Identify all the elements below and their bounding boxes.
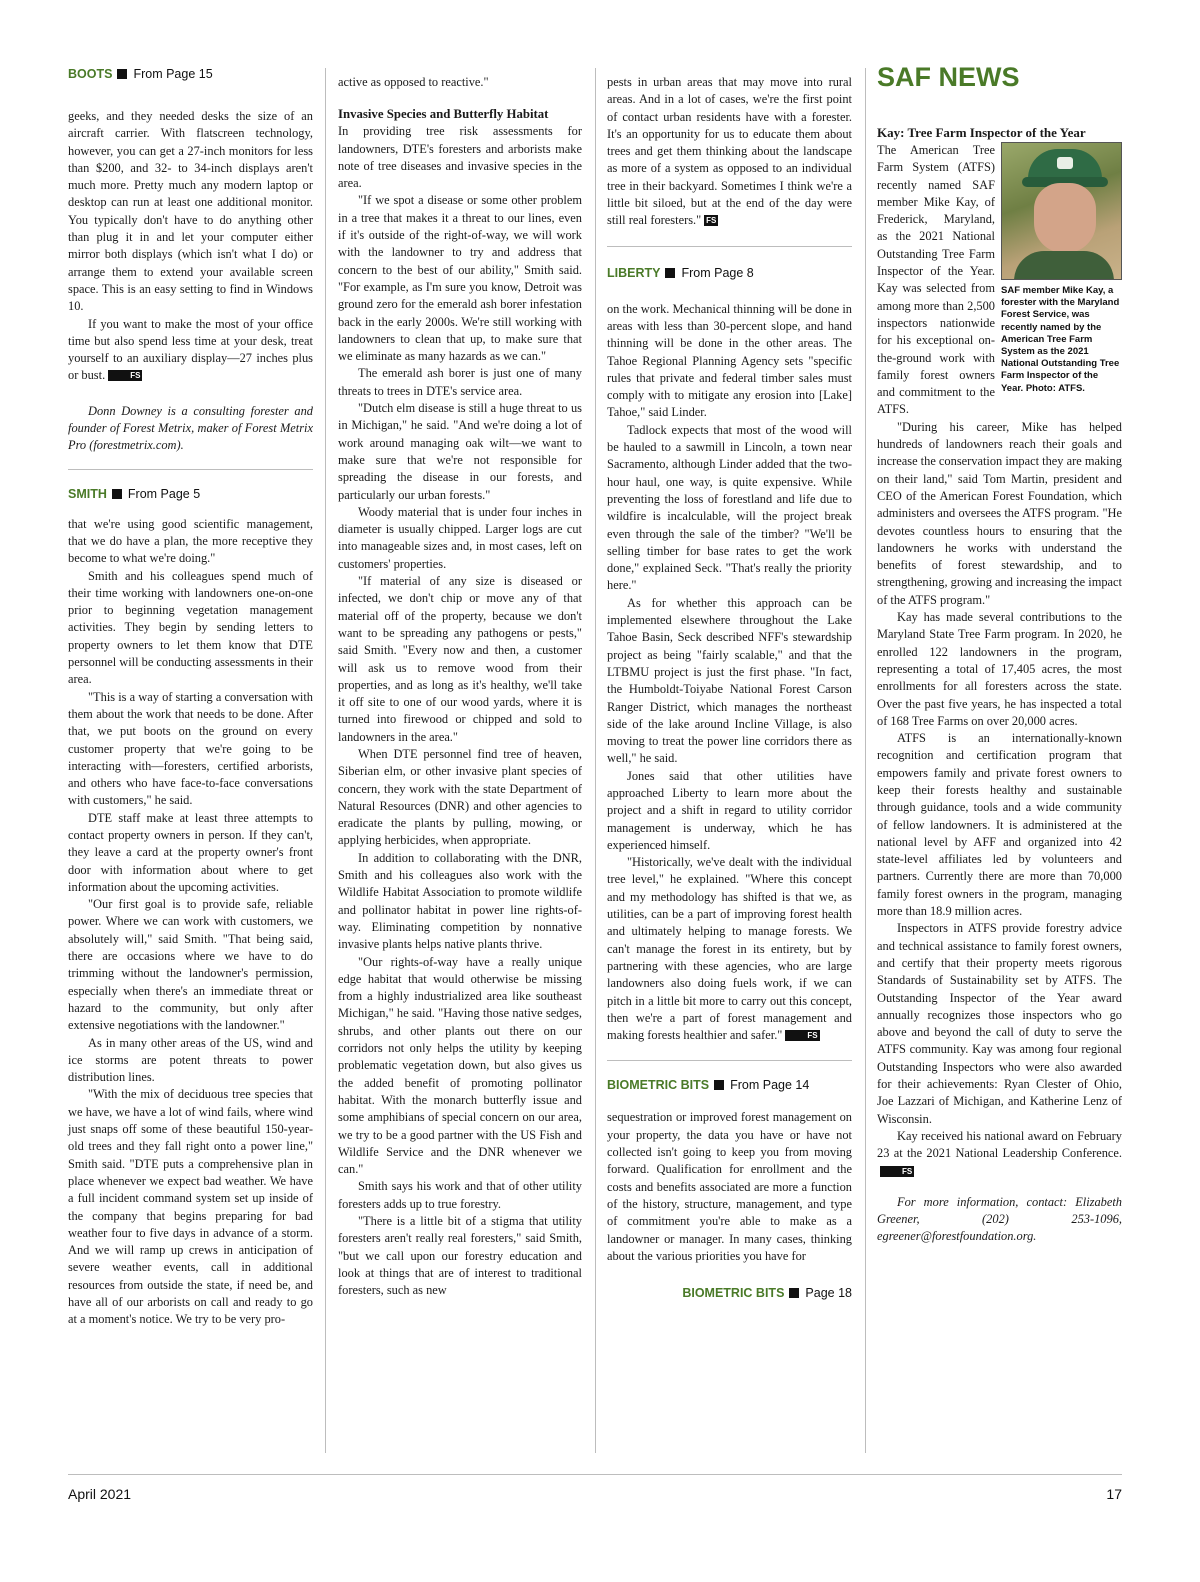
section-subhead: Invasive Species and Butterfly Habitat: [338, 107, 549, 122]
smith-paragraph: In providing tree risk assessments for landowners, DTE's foresters and arborists make note of tree diseases and invasive species in the area.: [338, 124, 582, 191]
saf-paragraph: Kay has made several contributions to the Maryland State Tree Farm program. In 2020, he enrolled 122 landowners in the program, representing a total of 17,405 acres, the most enrollments for all foresters across the state. Over the past five years, he has inspected a total of 168 Tree Farms on over 20,000 acres.: [877, 610, 1122, 728]
column-4: [877, 60, 1122, 1246]
column-divider: [325, 68, 326, 1453]
jump-keyword: SMITH: [68, 486, 107, 501]
square-bullet-icon: [665, 268, 675, 278]
smith-paragraph: "Our first goal is to provide safe, reliable power. Where we can work with customers, we absolutely will," said Smith. "That being said, there are occasions where we have to do trimming without the landowner's permission, especially when there's an immediate threat or hazard to the community, but only after extensive negotiations with the landowner.": [68, 897, 313, 1033]
column-divider: [865, 68, 866, 1453]
smith-paragraph: Woody material that is under four inches in diameter is usually chipped. Larger logs are cut into manageable sizes and, in most cases, left on customers' properties.: [338, 504, 582, 571]
section-separator: [68, 469, 313, 470]
smith-paragraph: "Dutch elm disease is still a huge threat to us in Michigan," he said. "And we're doing a lot of work around managing oak wilt—we want to make sure that we're not responsible for spreading the disease in our forests, and particularly our urban forests.": [338, 401, 582, 502]
jump-line-biometric: [607, 1071, 852, 1099]
smith-paragraph: active as opposed to reactive.": [338, 75, 489, 89]
liberty-paragraph: Tadlock expects that most of the wood will be hauled to a sawmill in Lincoln, a town near Sacramento, although Linder added that the two-hour haul, one way, is quite expensive. While preventing the loss of forestland and life due to wildfire is incalculable, will the project break even through the sale of the timber? "We'll be selling timber for base rates to get the work done," explained Seck. "That's really the priority here.": [607, 422, 852, 593]
footer-rule: [68, 1474, 1122, 1475]
jump-to: Page 18: [805, 1286, 852, 1301]
liberty-paragraph: Jones said that other utilities have approached Liberty to learn more about the project and a shift in regard to utility corridor management is underway, which he has experienced himself.: [607, 768, 852, 852]
square-bullet-icon: [112, 489, 122, 499]
smith-paragraph: The emerald ash borer is just one of many threats to trees in DTE's service area.: [338, 366, 582, 398]
smith-paragraph: As in many other areas of the US, wind and ice storms are potent threats to power distribution lines.: [68, 1035, 313, 1085]
jump-line-liberty: [607, 259, 852, 287]
smith-paragraph: In addition to collaborating with the DNR, Smith and his colleagues also work with the Wildlife Habitat Association to promote wildlife and pollinator habitat in power line rights-of-way. Eliminating competition by nonnative invasive plants helps native plants thrive.: [338, 850, 582, 952]
portrait-photo: [1001, 142, 1122, 280]
author-bio: Donn Downey is a consulting forester and founder of Forest Metrix, maker of Forest Metrix Pro (forestmetrix.com).: [68, 403, 313, 453]
section-separator: [607, 1060, 852, 1061]
saf-paragraph: Kay received his national award on February 23 at the 2021 National Leadership Conference.FS: [877, 1128, 1122, 1176]
section-title: SAF NEWS: [877, 62, 1020, 92]
jump-from: From Page 15: [133, 67, 213, 81]
jump-line-boots: [68, 60, 313, 88]
article-headline: Kay: Tree Farm Inspector of the Year: [877, 125, 1086, 140]
smith-paragraph: DTE staff make at least three attempts to contact property owners in person. If they can't, they leave a card at the property owner's front door with information about where to get information about the upcoming activities.: [68, 810, 313, 894]
jump-keyword: LIBERTY: [607, 265, 661, 280]
saf-paragraph: ATFS is an internationally-known recognition and certification program that empowers family and private forest owners to keep their forests healthy and sustainable through guidance, tools and a wide community of fellow landowners. It is administered at the national level by AFF and organized into 42 state-level affiliates led by volunteers and partners. Currently there are more than 70,000 family forest owners in the program, managing more than 18.9 million acres.: [877, 731, 1122, 919]
photo-figure: [1001, 142, 1122, 395]
jump-from: From Page 8: [681, 265, 754, 280]
liberty-paragraph: "Historically, we've dealt with the individual tree level," he explained. "Where this concept and my methodology has shifted is that we, as utilities, can be a part of improving forest health and ultimately helping to manage forests. We can't manage the forest in its entirety, but by partnering with these agencies, who are large landowners also doing fuels work, if we can pitch in a little bit more to carry out this concept, then we're a part of forest management and making forests healthier and safer." FS: [607, 855, 852, 1043]
footer-date: April 2021: [68, 1486, 132, 1502]
jump-line-biometric-continued: [607, 1279, 852, 1307]
square-bullet-icon: [789, 1288, 799, 1298]
smith-paragraph: that we're using good scientific management, that we do have a plan, the more receptive they become to what we're doing.": [68, 516, 313, 566]
page-number: 17: [1106, 1486, 1122, 1502]
liberty-paragraph: As for whether this approach can be implemented elsewhere throughout the Lake Tahoe Basin, Seck described NFF's stewardship project as being "fairly scalable," and that the LTBMU project is just the first phase. "In fact, the Humboldt-Toiyabe National Forest Carson Ranger District, which manages the northeast side of the lake around Incline Village, is also moving to treat the power line corridors there as well," he said.: [607, 595, 852, 766]
smith-paragraph: "Our rights-of-way have a really unique edge habitat that would otherwise be missing from a highly industrialized area like southeast Michigan," he said. "Having those native sedges, shrubs, and other plants out there on our corridors not only helps the utility by keeping problematic vegetation down, but also gives us the added benefit of promoting pollinator habitat. With the monarch butterfly issue and some amphibians of special concern on our area, we try to be a good partner with the US Fish and Wildlife Service and the DNR whenever we can.": [338, 954, 582, 1177]
smith-paragraph: "With the mix of deciduous tree species that we have, we have a lot of wind fails, where wind just snaps off some of these beautiful 150-year-old trees and they fall right onto a power line," Smith said. "DTE puts a comprehensive plan in place whenever we expect bad weather. We have a full incident command system set up inside of the company that begins preparing for bad weather four to five days in advance of a storm. And we will ramp up crews in anticipation of severe weather events, call in additional resources from outside the state, if need be, and have all of our arborists on call and ready to go at a moment's notice. We try to be very pro-: [68, 1087, 313, 1327]
smith-paragraph: When DTE personnel find tree of heaven, Siberian elm, or other invasive plant species of concern, they work with the state Department of Natural Resources (DNR) and other agencies to eradicate the plants by pulling, mowing, or applying herbicides, when appropriate.: [338, 746, 582, 848]
smith-paragraph: "If material of any size is diseased or infected, we don't chip or move any of that material off of the property, because we don't want to be spreading any pathogens or pests," said Smith. "Every now and then, a customer will ask us to remove wood from their properties, and as long as it's healthy, we'll take it off site to one of our wood yards, where it is turned into firewood or chipped and sold to landowners in the area.": [338, 574, 582, 744]
column-1: [68, 60, 313, 1329]
liberty-paragraph: on the work. Mechanical thinning will be done in areas with less than 30-percent slope, and hand thinning will be done in the other areas. The Tahoe Regional Planning Agency sets "specific rules that private and federal timber sales must comply with to mitigate any erosion into [Lake] Tahoe," said Linder.: [607, 301, 852, 420]
smith-paragraph: Smith says his work and that of other utility foresters adds up to true forestry.: [338, 1179, 582, 1211]
smith-paragraph: "There is a little bit of a stigma that utility foresters aren't really real foresters," said Smith, "but we call upon our forestry education and look at things that are of interest to traditional foresters, such as new: [338, 1214, 582, 1298]
square-bullet-icon: [714, 1080, 724, 1090]
section-separator: [607, 246, 852, 247]
biometric-paragraph: sequestration or improved forest management on your property, the data you have or have not collected isn't going to keep you from moving forward. Qualification for enrollment and the costs and benefits associated are more a function of the history, structure, management, and type of commitment you're able to make as a landowner or manager. In many cases, thinking about the various priorities you have for: [607, 1110, 852, 1263]
photo-caption: SAF member Mike Kay, a forester with the Maryland Forest Service, was recently named by the American Tree Farm System as the 2021 National Outstanding Tree Farm Inspector of the Year. Photo: ATFS.: [1001, 285, 1120, 394]
smith-paragraph: "If we spot a disease or some other problem in a tree that makes it a threat to our lines, even if it's outside of the right-of-way, we will work with the landowner to try and address that concern to the best of our ability," Smith said. "For example, as I'm sure you know, Detroit was ground zero for the emerald ash borer infestation back in the early 2000s. We're still working with landowners to clean that up, to make sure that we eliminate as many hazards as we can.": [338, 193, 582, 364]
saf-paragraph: "During his career, Mike has helped hundreds of landowners reach their goals and increase the conservation impact they are making on their land," said Tom Martin, president and CEO of the American Forest Foundation, which administers and oversees the ATFS program. "He devotes countless hours to ensuring that the landowners he works with understand the benefits of forest stewardship, and to strengthening, growing and increasing the impact of the ATFS program.": [877, 419, 1122, 607]
saf-paragraph: Inspectors in ATFS provide forestry advice and technical assistance to family forest owners, and certify that their property meets rigorous Standards of Sustainability set by ATFS. The Outstanding Inspector of the Year award annually recognizes those inspectors who go above and beyond the call of duty to serve the ATFS community. Kay was among four regional Outstanding Inspectors who were also awarded for their achievements: Ryan Clester of Ohio, Joe Lazzari of Michigan, and Katherine Lenz of Wisconsin.: [877, 921, 1122, 1126]
fs-end-mark-icon: FS: [706, 216, 717, 226]
square-bullet-icon: [117, 69, 127, 79]
boots-paragraph: If you want to make the most of your office time but also spend less time at your desk, treat yourself to an auxiliary display—27 inches plus or bust. FS: [68, 316, 313, 383]
contact-info: For more information, contact: Elizabeth Greener, (202) 253-1096, egreener@forestfoundation.org.: [877, 1194, 1122, 1244]
column-divider: [595, 68, 596, 1453]
jump-from: From Page 14: [730, 1078, 810, 1093]
column-3: [607, 74, 852, 1307]
jump-keyword: BIOMETRIC BITS: [607, 1078, 710, 1093]
jump-from: From Page 5: [127, 486, 201, 501]
smith-paragraph: pests in urban areas that may move into rural areas. And in a lot of cases, we're the first point of contact urban residents have with a forester. It's an opportunity for us to educate them about trees and get them thinking about the landscape as more of a system as opposed to an individual tree in their backyard. Sometimes I think we're a little bit siloed, but at the end of the day were still real foresters." FS: [607, 75, 852, 228]
fs-end-mark-icon: FS: [880, 1166, 914, 1177]
smith-paragraph: Smith and his colleagues spend much of their time working with landowners one-on-one prior to beginning vegetation management activities. They begin by sending letters to property owners to let them know that DTE personnel will be conducting assessments in their area.: [68, 568, 314, 687]
smith-paragraph: "This is a way of starting a conversation with them about the work that needs to be done. After that, we put boots on the ground on every customer property that we're going to be interacting with—foresters, certified arborists, and others who have face-to-face conversations with customers," he said.: [68, 689, 313, 808]
fs-end-mark-icon: FS: [108, 370, 142, 381]
jump-keyword: BOOTS: [68, 67, 113, 81]
fs-end-mark-icon: FS: [785, 1030, 819, 1041]
jump-line-smith: [68, 480, 313, 508]
column-2: [338, 74, 582, 1299]
saf-paragraph: The American Tree Farm System (ATFS) recently named SAF member Mike Kay, of Frederick, Maryland, as the 2021 National Outstanding Tree Farm Inspector of the Year. Kay was selected from among more than 2,500 inspectors nationwide for his exceptional on-the-ground work with family forest owners and commitment to the ATFS.: [877, 143, 995, 417]
boots-paragraph: geeks, and they needed desks the size of an aircraft carrier. With flatscreen technology, however, you can get a 27-inch monitors for less than $200, and 32- to 34-inch displays aren't much more. Pretty much any modern laptop or desktop can run at least one additional monitor. You typically don't have to do anything other than plug it in and let your computer either mirror both displays (which isn't what I do) or arrange them to extend your available screen space. This is an easy setting to find in Windows 10.: [68, 109, 313, 314]
jump-keyword: BIOMETRIC BITS: [682, 1286, 785, 1301]
